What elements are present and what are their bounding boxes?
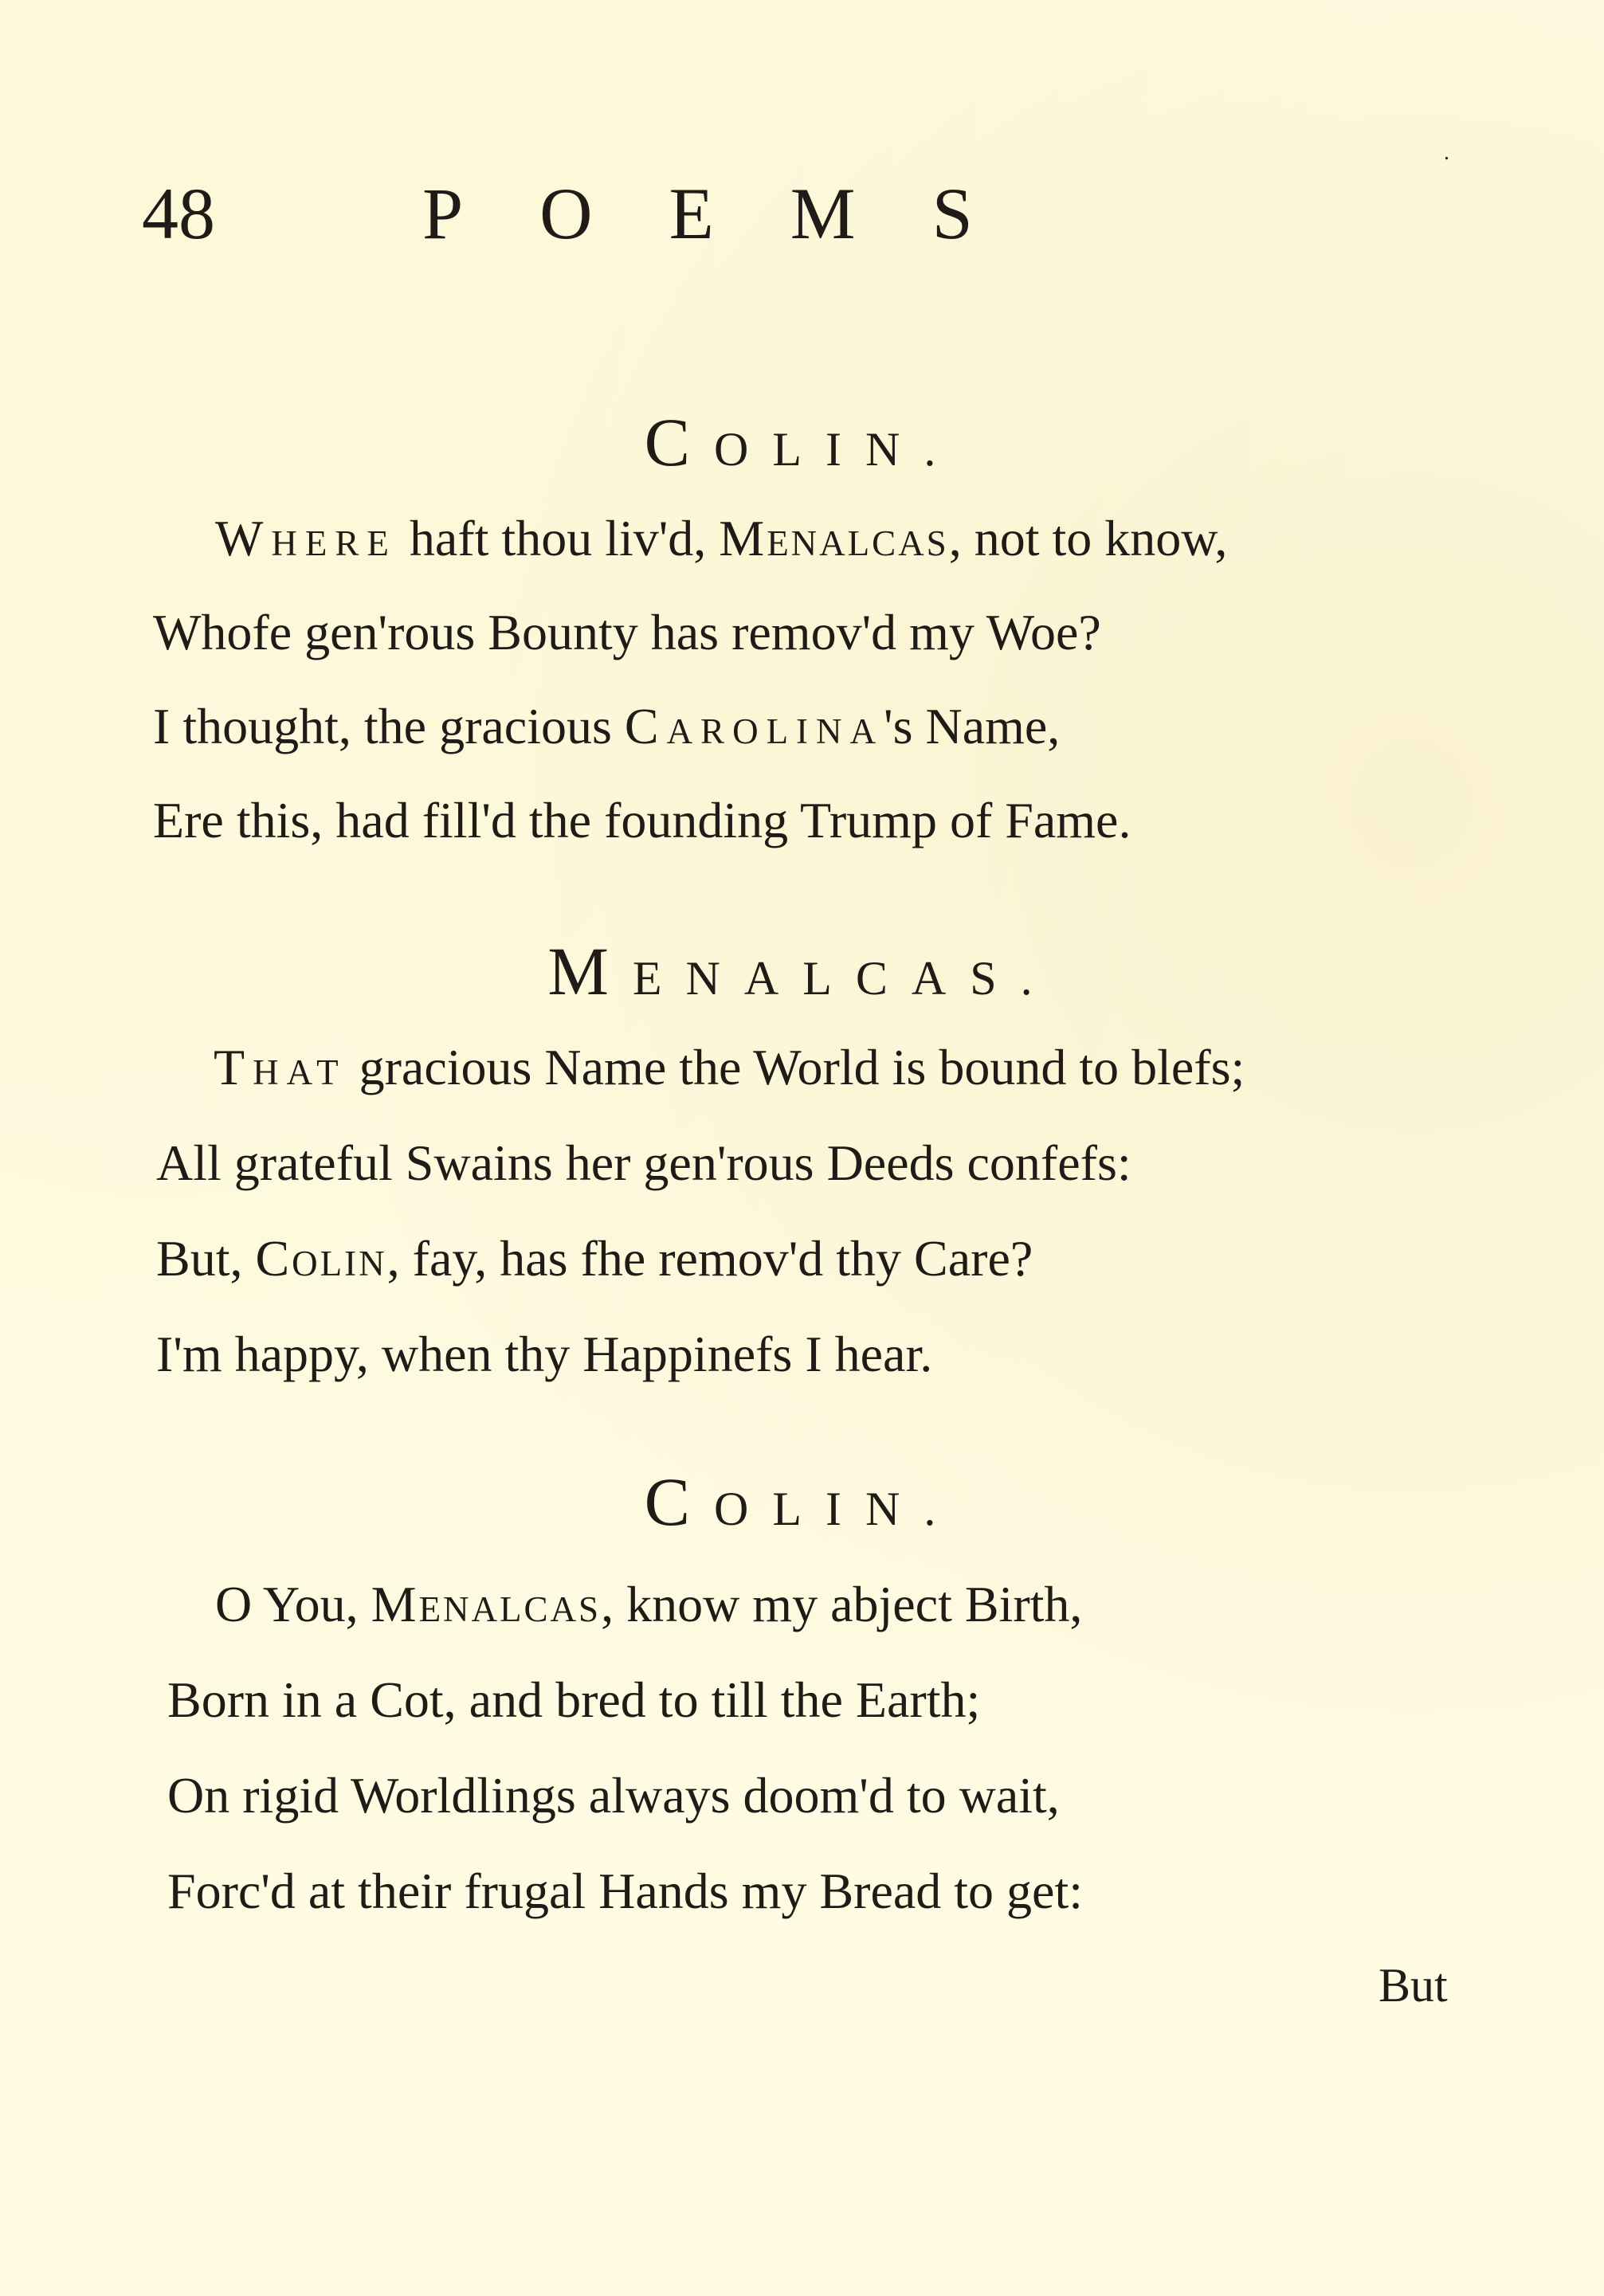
character-name: Colin <box>255 1230 387 1287</box>
verse-line <box>153 604 1101 660</box>
line-text: But, <box>156 1230 256 1287</box>
line-text: All grateful Swains her gen'rous Deeds confefs: <box>156 1134 1131 1191</box>
character-name: Menalcas <box>371 1576 602 1632</box>
line-text: I thought, the gracious <box>153 698 625 754</box>
verse-line <box>167 1671 981 1728</box>
line-text-end: , fay, has fhe remov'd thy Care? <box>386 1230 1033 1287</box>
line-text: gracious Name the World is bound to blefs; <box>346 1039 1245 1095</box>
line-text: Born in a Cot, and bred to till the Earth; <box>167 1671 981 1728</box>
line-text-end: , know my abject Birth, <box>601 1576 1083 1632</box>
speaker-heading-colin-2 <box>0 1463 1604 1540</box>
speaker-initial: M <box>547 933 633 1009</box>
speaker-name-rest: OLIN. <box>714 1483 960 1535</box>
line-text: On rigid Worldlings always doom'd to wait, <box>167 1767 1060 1824</box>
line-text-end: 's Name, <box>884 698 1061 754</box>
verse-line <box>215 1576 1083 1632</box>
verse-line <box>156 1326 933 1382</box>
running-title: POEMS <box>422 173 1049 254</box>
verse-line <box>153 698 1061 754</box>
verse-line <box>167 1767 1060 1824</box>
line-text: I'm happy, when thy Happinefs I hear. <box>156 1326 933 1382</box>
character-name: Carolina <box>624 698 884 754</box>
verse-line <box>153 792 1131 848</box>
line-lead-caps: Where <box>215 510 397 566</box>
speaker-name-rest: OLIN. <box>714 423 960 476</box>
verse-line <box>167 1863 1083 1919</box>
line-text-end: , not to know, <box>948 510 1228 566</box>
speaker-heading-colin-1 <box>0 404 1604 480</box>
verse-line <box>156 1230 1033 1287</box>
speaker-initial: C <box>644 404 715 480</box>
character-name: Menalcas <box>719 510 949 566</box>
line-text: Forc'd at their frugal Hands my Bread to get: <box>167 1863 1083 1919</box>
verse-line <box>156 1134 1131 1191</box>
stray-mark: . <box>1444 140 1449 165</box>
speaker-name-rest: ENALCAS. <box>632 952 1057 1005</box>
catchword: But <box>1378 1959 1448 2012</box>
line-text: O You, <box>215 1576 371 1632</box>
page-number: 48 <box>142 173 215 254</box>
verse-line <box>215 510 1228 566</box>
line-lead-caps: That <box>214 1039 347 1095</box>
verse-line <box>214 1039 1245 1095</box>
speaker-heading-menalcas <box>0 933 1604 1009</box>
line-text: Ere this, had fill'd the founding Trump of Fame. <box>153 792 1131 848</box>
speaker-initial: C <box>644 1463 715 1540</box>
line-text: haft thou liv'd, <box>396 510 720 566</box>
line-text: Whofe gen'rous Bounty has remov'd my Woe? <box>153 604 1101 660</box>
